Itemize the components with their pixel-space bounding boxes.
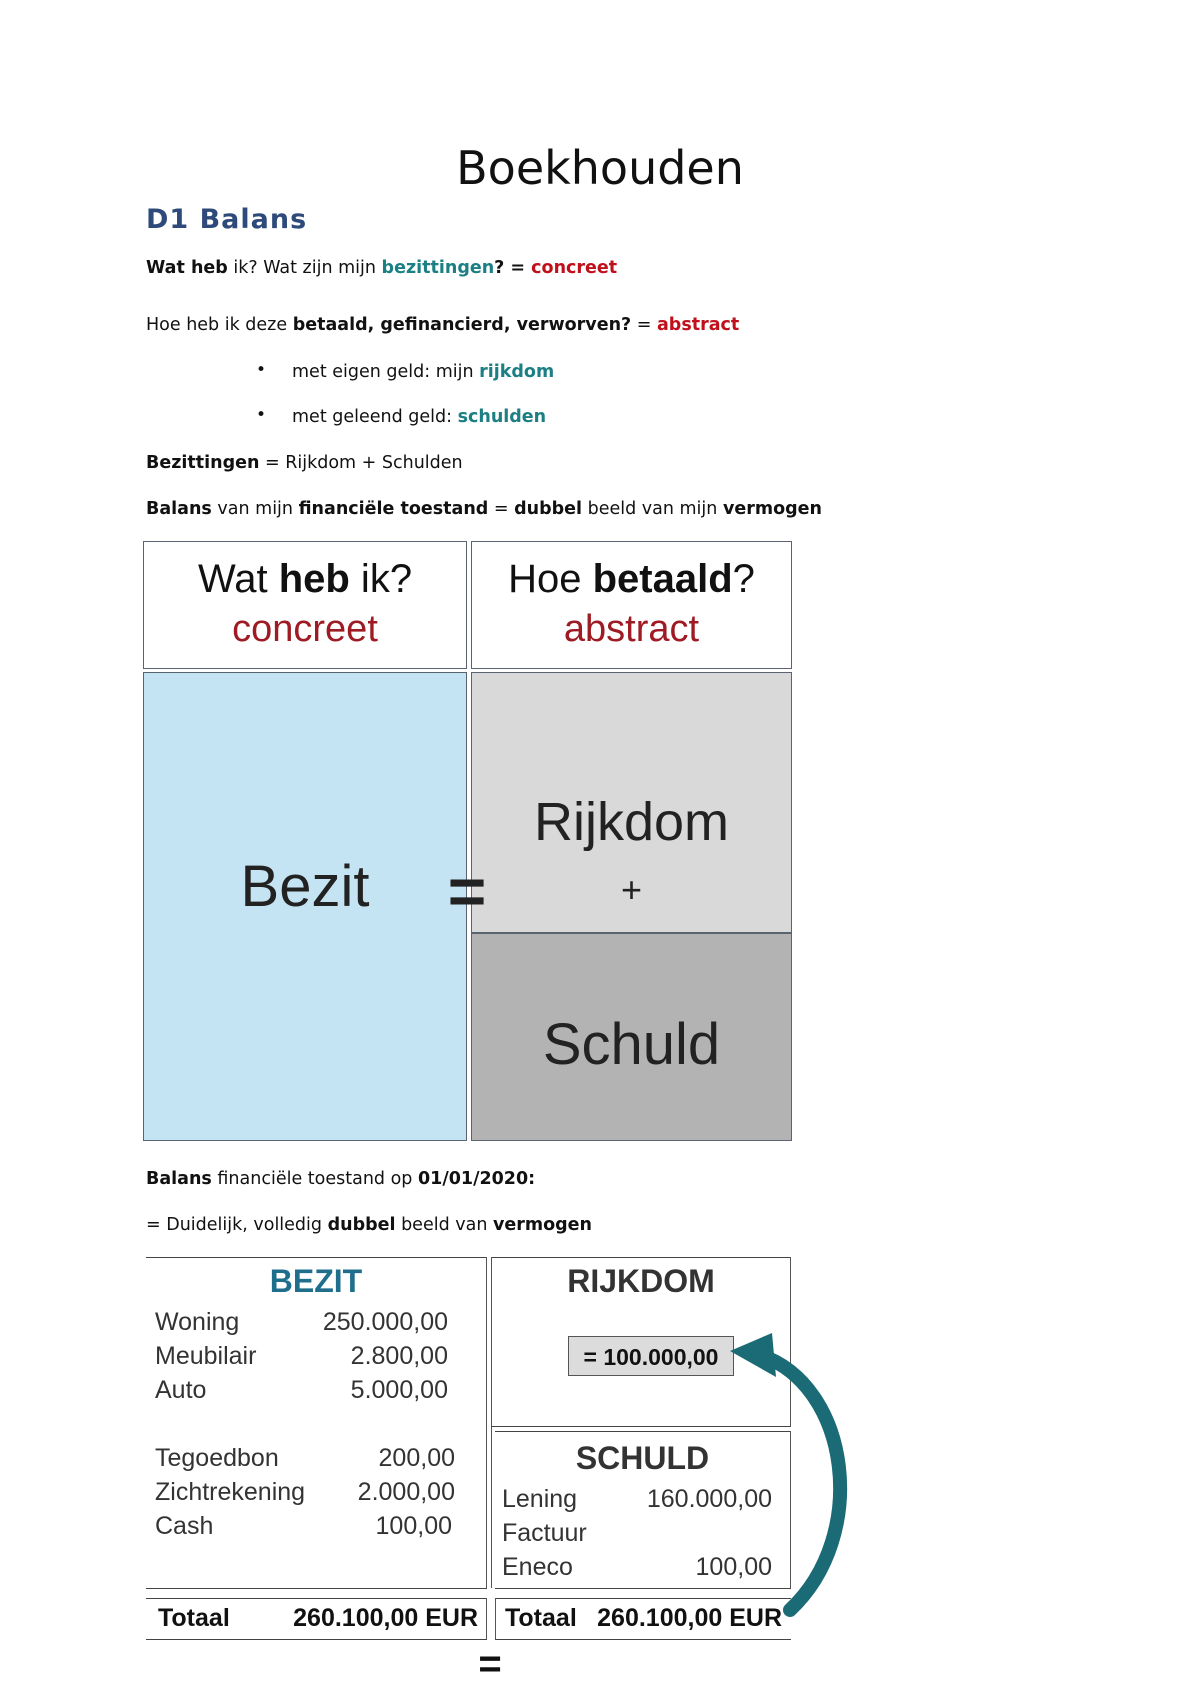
bezit-item-amount: 100,00 xyxy=(375,1512,452,1540)
totaal-label-right: Totaal xyxy=(505,1604,577,1632)
bullet-geleend-geld: met geleend geld: schulden xyxy=(292,407,547,427)
line-bezittingen-formule: Bezittingen = Rijkdom + Schulden xyxy=(146,453,463,473)
header-text: Hoe xyxy=(508,557,593,601)
equals-sign: = xyxy=(447,854,487,928)
totaal-right-amount: 260.100,00 EUR xyxy=(597,1604,782,1632)
bezit-item-amount: 2.800,00 xyxy=(350,1342,448,1370)
bezit-item-label: Tegoedbon xyxy=(155,1444,279,1472)
schuld-item-label: Factuur xyxy=(502,1519,587,1547)
abstract-label: abstract xyxy=(563,608,700,650)
bullet-eigen-geld: met eigen geld: mijn rijkdom xyxy=(292,362,555,382)
rijkdom-block xyxy=(471,672,792,933)
rijkdom-label: Rijkdom xyxy=(533,792,730,852)
bezit-item-label: Woning xyxy=(155,1308,240,1336)
schuld-item-label: Lening xyxy=(502,1485,578,1513)
concreet-label: concreet xyxy=(232,608,378,650)
bezit-item-label: Auto xyxy=(155,1376,207,1404)
bezit-item-amount: 2.000,00 xyxy=(357,1478,455,1506)
schuld-item-amount: 100,00 xyxy=(695,1553,772,1581)
bezit-item-amount: 5.000,00 xyxy=(350,1376,448,1404)
balance-equals-sign: = xyxy=(478,1642,502,1686)
schuld-item-amount: 160.000,00 xyxy=(646,1485,772,1513)
totaal-label-left: Totaal xyxy=(158,1604,230,1632)
schuld-item-label: Eneco xyxy=(502,1553,573,1581)
schuld-block xyxy=(471,933,792,1141)
bezit-item-amount: 200,00 xyxy=(378,1444,455,1472)
schuld-label: Schuld xyxy=(542,1012,721,1077)
bezit-block xyxy=(143,672,467,1141)
diagram-right-header: Hoe betaald? abstract xyxy=(471,541,792,669)
line-duidelijk: = Duidelijk, volledig dubbel beeld van vermogen xyxy=(146,1215,593,1235)
line-balans-datum: Balans financiële toestand op 01/01/2020: xyxy=(146,1169,536,1189)
bezit-item-amount: 250.000,00 xyxy=(322,1308,448,1336)
section-heading: D1 Balans xyxy=(146,204,308,235)
diagram-left-header: Wat heb ik? concreet xyxy=(143,541,467,669)
bezit-item-label: Cash xyxy=(155,1512,214,1540)
bullet-marker: • xyxy=(256,360,267,380)
rijkdom-title: RIJKDOM xyxy=(567,1263,715,1299)
bullet-marker: • xyxy=(256,405,267,425)
bezit-title: BEZIT xyxy=(269,1263,363,1299)
line-balans-definitie: Balans van mijn financiële toestand = dubbel beeld van mijn vermogen xyxy=(146,499,822,519)
bezit-item-label: Zichtrekening xyxy=(155,1478,306,1506)
totaal-left-amount: 260.100,00 EUR xyxy=(293,1604,478,1632)
bezit-label: Bezit xyxy=(240,854,370,919)
header-text: Wat xyxy=(197,557,279,601)
curved-arrow-icon xyxy=(720,1325,870,1625)
page-title: Boekhouden xyxy=(456,141,744,195)
plus-sign: + xyxy=(620,869,643,910)
schuld-title: SCHULD xyxy=(575,1440,710,1476)
rijkdom-value: = 100.000,00 xyxy=(568,1336,734,1376)
bezit-item-label: Meubilair xyxy=(155,1342,257,1370)
line-wat-heb-ik: Wat heb ik? Wat zijn mijn bezittingen? = concreet xyxy=(146,258,618,278)
line-hoe-heb-ik: Hoe heb ik deze betaald, gefinancierd, verworven? = abstract xyxy=(146,315,740,335)
